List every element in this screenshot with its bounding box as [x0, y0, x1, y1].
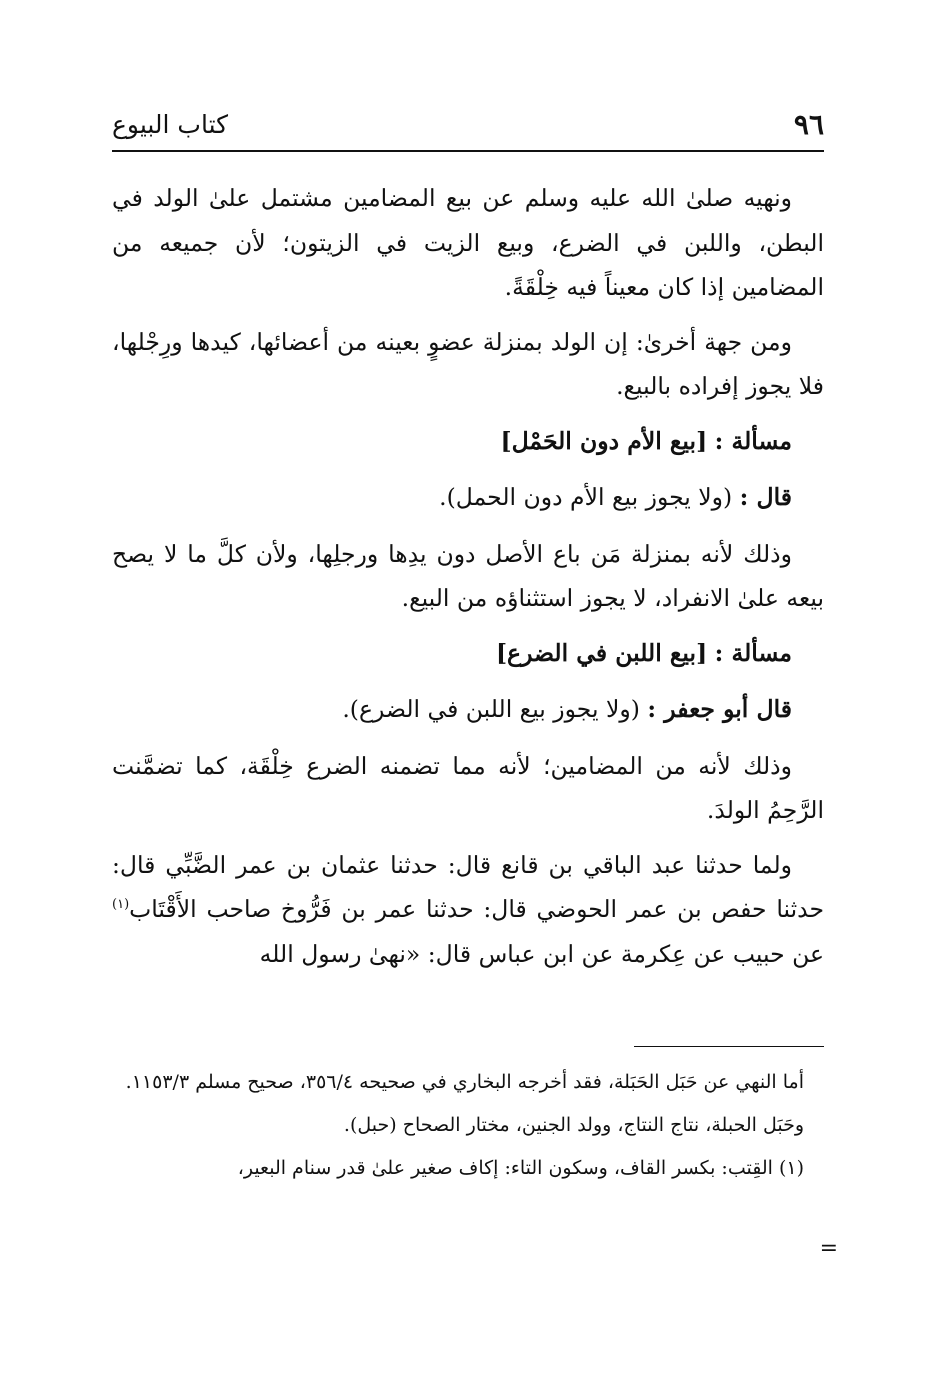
running-title: كتاب البيوع [112, 110, 229, 139]
paragraph: وذلك لأنه من المضامين؛ لأنه مما تضمنه الضرع خِلْقَة، كما تضمَّنت الرَّحِمُ الولدَ. [112, 751, 824, 824]
section-heading [112, 631, 824, 676]
quote-label: قال : [739, 483, 792, 511]
page-header [112, 104, 824, 148]
quoted-statement [112, 475, 824, 520]
footnote-separator [634, 1046, 824, 1047]
heading-title: [بيع اللبن في الضرع] [495, 638, 708, 667]
footnote: (١) القِتب: بكسر القاف، وسكون التاء: إكاف صغير علىٰ قدر سنام البعير، [237, 1157, 804, 1179]
quote-text: (ولا يجوز بيع اللبن في الضرع). [342, 695, 640, 723]
quoted-statement [112, 687, 824, 732]
quote-label: قال أبو جعفر : [647, 695, 792, 723]
main-text [112, 176, 824, 986]
paragraph-text-tail: عن حبيب عن عِكرمة عن ابن عباس قال: «نهىٰ رسول الله [259, 939, 824, 968]
continuation-mark: = [819, 1236, 838, 1261]
quote-text: (ولا يجوز بيع الأم دون الحمل). [439, 483, 733, 511]
page-number: ٩٦ [793, 108, 824, 141]
heading-label: مسألة : [714, 426, 792, 455]
section-heading [112, 419, 824, 464]
paragraph: وذلك لأنه بمنزلة مَن باع الأصل دون يدِها ورجلِها، ولأن كلَّ ما لا يصح بيعه علىٰ الانفراد، لا يجوز استثناؤه من البيع. [112, 539, 824, 612]
footnote: وحَبَل الحبلة، نتاج النتاج، وولد الجنين، مختار الصحاح (حبل). [343, 1114, 804, 1136]
footnote-marker[interactable]: (١) [112, 897, 130, 913]
paragraph: ونهيه صلىٰ الله عليه وسلم عن بيع المضامين مشتمل علىٰ الولد في البطن، واللبن في الضرع، وبيع الزيت في الزيتون؛ لأن جميعه من المضامين إذا كان معيناً فيه خِلْقَةً. [112, 184, 824, 301]
heading-label: مسألة : [714, 638, 792, 667]
heading-title: [بيع الأم دون الحَمْل] [500, 426, 708, 455]
paragraph [112, 843, 824, 977]
header-rule [112, 150, 824, 152]
footnotes [112, 1064, 824, 1193]
paragraph-text: ولما حدثنا عبد الباقي بن قانع قال: حدثنا عثمان بن عمر الضَّبِّي قال: حدثنا حفص بن عمر الحوضي قال: حدثنا عمر بن فَرُّوخ صاحب الأَقْتَاب [112, 850, 824, 923]
paragraph: ومن جهة أخرىٰ: إن الولد بمنزلة عضوٍ بعينه من أعضائها، كيدها ورِجْلها، فلا يجوز إفراده بالبيع. [112, 327, 824, 400]
footnote: أما النهي عن حَبَل الحَبَلة، فقد أخرجه البخاري في صحيحه ٣٥٦/٤، صحيح مسلم ١١٥٣/٣. [125, 1071, 804, 1093]
